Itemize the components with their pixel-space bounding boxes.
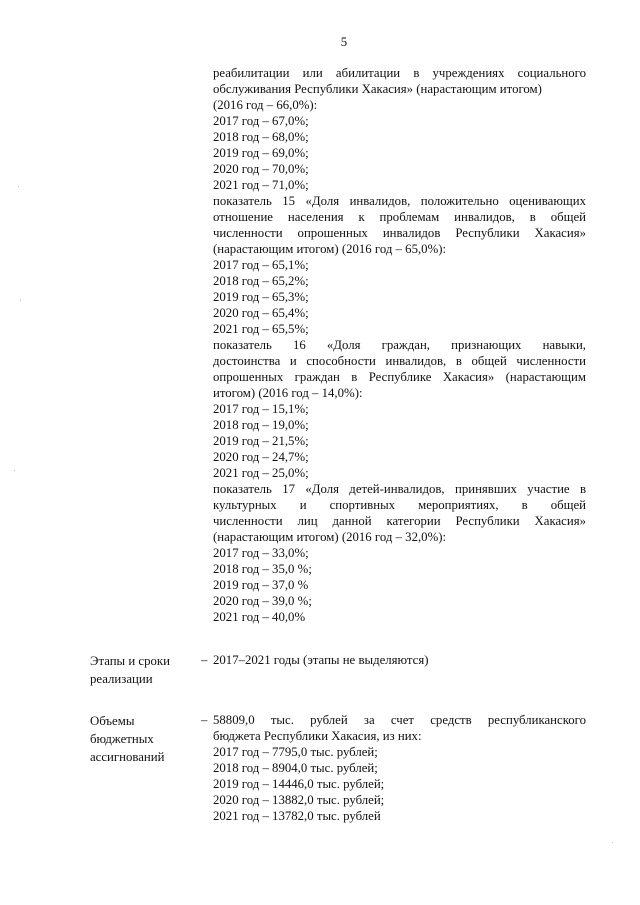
year-value-line: 2017 год – 67,0%; [213,114,309,128]
indicator-16-block [213,337,586,481]
budget-label [90,712,200,766]
text-line: отношение населения к проблемам инвалидов, в общей [213,210,586,224]
year-value-line: 2021 год – 40,0% [213,610,306,624]
text-line: достоинства и способности инвалидов, в общей численности [213,354,586,368]
year-value-line: 2017 год – 7795,0 тыс. рублей; [213,745,378,759]
year-value-line: 2018 год – 68,0%; [213,130,309,144]
year-value-line: 2018 год – 19,0%; [213,418,309,432]
year-value-line: 2018 год – 65,2%; [213,274,309,288]
label-line: Этапы и сроки [90,654,170,668]
text-line: культурных и спортивных мероприятиях, в общей [213,498,586,512]
text-line: численности опрошенных инвалидов Республики Хакасия» [213,226,586,240]
year-value-line: 2018 год – 35,0 %; [213,562,312,576]
year-value-line: 2020 год – 65,4%; [213,306,309,320]
year-value-line: 2021 год – 71,0%; [213,178,309,192]
label-line: ассигнований [90,750,165,764]
year-value-line: 2017 год – 65,1%; [213,258,309,272]
text-line: обслуживания Республики Хакасия» (нарастающим итогом) [213,82,542,96]
year-value-line: 2021 год – 13782,0 тыс. рублей [213,809,381,823]
stages-dash: – [201,653,208,667]
year-value-line: 2019 год – 69,0%; [213,146,309,160]
text-line: показатель 17 «Доля детей-инвалидов, принявших участие в [213,482,586,496]
label-line: Объемы [90,714,135,728]
year-value-line: 2021 год – 25,0%; [213,466,309,480]
indicator-15-block [213,193,586,337]
text-line: показатель 15 «Доля инвалидов, положительно оценивающих [213,194,586,208]
scan-speck [612,842,613,843]
year-value-line: 2019 год – 37,0 % [213,578,309,592]
stages-value: 2017–2021 годы (этапы не выделяются) [213,653,429,667]
stages-label [90,652,200,688]
intro-block [213,65,586,193]
year-value-line: 2017 год – 33,0%; [213,546,309,560]
indicator-17-block [213,481,586,625]
year-value-line: 2019 год – 65,3%; [213,290,309,304]
text-line: численности лиц данной категории Республики Хакасия» [213,514,586,528]
text-line: (нарастающим итогом) (2016 год – 32,0%): [213,530,447,544]
year-value-line: 2020 год – 39,0 %; [213,594,312,608]
text-line: реабилитации или абилитации в учреждениях социального [213,66,586,80]
year-value-line: 2019 год – 21,5%; [213,434,309,448]
year-value-line: 2020 год – 13882,0 тыс. рублей; [213,793,385,807]
year-value-line: 2020 год – 70,0%; [213,162,309,176]
label-line: бюджетных [90,732,154,746]
scan-speck [18,186,19,187]
scan-speck [14,470,15,471]
text-line: (2016 год – 66,0%): [213,98,318,112]
text-line: итогом) (2016 год – 14,0%): [213,386,363,400]
scan-speck [20,300,21,301]
year-value-line: 2019 год – 14446,0 тыс. рублей; [213,777,385,791]
text-line: опрошенных граждан в Республике Хакасия» (нарастающим [213,370,586,384]
page-number: 5 [340,35,348,49]
text-line: 58809,0 тыс. рублей за счет средств республиканского [213,713,586,727]
year-value-line: 2020 год – 24,7%; [213,450,309,464]
text-line: (нарастающим итогом) (2016 год – 65,0%): [213,242,447,256]
year-value-line: 2018 год – 8904,0 тыс. рублей; [213,761,378,775]
budget-value-block [213,712,586,824]
text-line: показатель 16 «Доля граждан, признающих навыки, [213,338,586,352]
label-line: реализации [90,672,153,686]
year-value-line: 2017 год – 15,1%; [213,402,309,416]
year-value-line: 2021 год – 65,5%; [213,322,309,336]
text-line: бюджета Республики Хакасия, из них: [213,729,422,743]
budget-dash: – [201,713,208,727]
